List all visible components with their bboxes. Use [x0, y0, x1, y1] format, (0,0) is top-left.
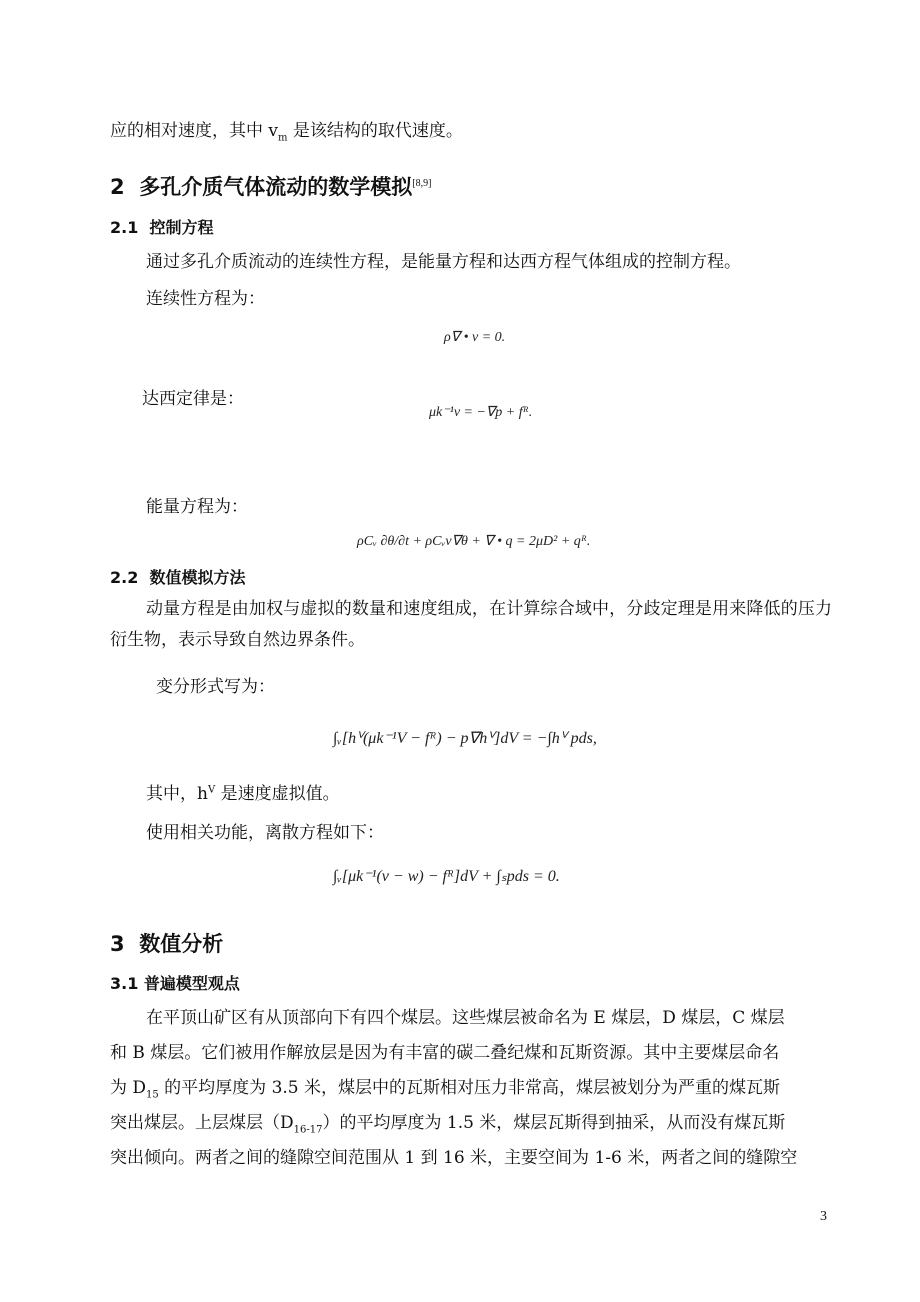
paragraph-line: 为 $D_{15}$ 的平均厚度为 3.5 米，煤层中的瓦斯相对压力非常高，煤层被划分为严重的煤瓦斯: [110, 1078, 781, 1101]
paragraph-line: 在平顶山矿区有从顶部向下有四个煤层。这些煤层被命名为 E 煤层，D 煤层，C 煤层: [146, 1008, 785, 1028]
paragraph-line: 突出倾向。两者之间的缝隙空间范围从 1 到 16 米，主要空间为 1-6 米，两者之间的缝隙空: [110, 1148, 798, 1168]
equation-darcy: μk⁻¹v = −∇p + fᴿ.: [429, 405, 533, 420]
equation-energy: ρCᵥ ∂θ/∂t + ρCᵥv∇θ + ∇ • q = 2μD² + qᴿ.: [357, 534, 591, 549]
section-3-heading: 3 数值分析: [110, 932, 224, 956]
equation-discrete: ∫ᵥ[μk⁻¹(v − w) − fᴿ]dV + ∫ₛpds = 0.: [333, 868, 560, 885]
paragraph: 通过多孔介质流动的连续性方程，是能量方程和达西方程气体组成的控制方程。: [146, 252, 741, 272]
equation-continuity: ρ∇ • v = 0.: [444, 330, 506, 345]
variational-label: 变分形式写为：: [156, 677, 275, 697]
section-3-1-heading: 3.1 普遍模型观点: [110, 974, 240, 993]
paragraph-line: 突出煤层。上层煤层$(D_{16-17})$的平均厚度为 1.5 米，煤层瓦斯得到抽采，从而没有煤瓦斯: [110, 1113, 786, 1136]
page-number: 3: [820, 1209, 827, 1224]
section-2-2-heading: 2.2 数值模拟方法: [110, 568, 246, 587]
section-2-1-heading: 2.1 控制方程: [110, 218, 214, 237]
paragraph-line: 和 B 煤层。它们被用作解放层是因为有丰富的碳二叠纪煤和瓦斯资源。其中主要煤层命名: [110, 1043, 780, 1063]
equation-variational: ∫ᵥ[hⱽ(μk⁻¹V − fᴿ) − p∇hⱽ]dV = −∫hⱽ pds,: [333, 730, 597, 747]
intro-line: 应的相对速度，其中 $v_m$ 是该结构的取代速度。: [110, 121, 463, 144]
paragraph: 动量方程是由加权与虚拟的数量和速度组成，在计算综合域中，分歧定理是用来降低的压力衍生物，表示导致自然边界条件。: [110, 599, 832, 650]
section-2-heading: 2 多孔介质气体流动的数学模拟[8,9]: [110, 175, 432, 199]
darcy-label: 达西定律是：: [142, 389, 244, 409]
energy-label: 能量方程为：: [146, 497, 248, 517]
discrete-label: 使用相关功能，离散方程如下：: [146, 823, 384, 843]
where-line: 其中，$h^V$ 是速度虚拟值。: [146, 784, 340, 804]
citation: [8,9]: [412, 178, 432, 189]
continuity-label: 连续性方程为：: [146, 289, 265, 309]
